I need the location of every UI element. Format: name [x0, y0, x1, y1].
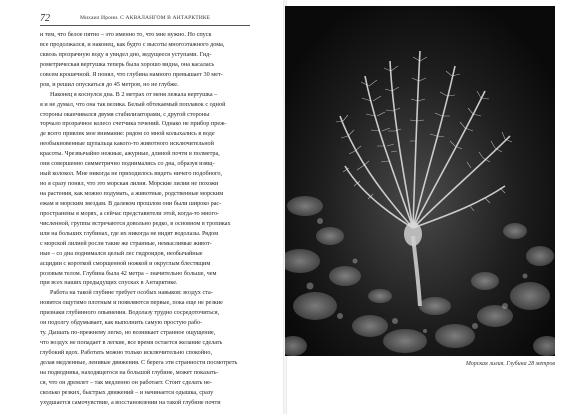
text-line: численной, группы встречаются довольно редко, в основном в тропиках	[40, 219, 231, 227]
sea-lily-illustration	[285, 6, 555, 356]
photo-caption: Морская лилия. Глубина 28 метров	[465, 361, 555, 367]
right-page	[285, 0, 570, 414]
text-line: я и не думал, что она так велика. Белый обтекаемый поплавок с одной	[40, 100, 226, 108]
text-line: с морской лилией росли такие же странные, немыслимые живот-	[40, 239, 212, 247]
text-line: все продолжался, и наконец, как будто с высоты многоэтажного дома,	[40, 40, 225, 48]
text-line: торчало прозрачное колесо счетчика течений. Однако не прибор преж-	[40, 120, 227, 128]
text-line: ту. Дышать по-прежнему легко, но возникает странное ощущение,	[40, 329, 216, 337]
text-line: рометрическая вертушка теперь была хорошо видна, она касалась	[40, 60, 215, 68]
text-line: или на больших глубинах, где их никогда не видят водолазы. Рядом	[40, 229, 219, 237]
text-line: глубокий вдох. Работать можно только исключительно спокойно,	[40, 349, 212, 356]
header-rule	[40, 25, 250, 26]
text-line: сколько резких, быстрых движений – и начинается одышка, сразу	[40, 388, 214, 396]
text-line: и тем, что белое пятно – это именно то, что мне нужно. Но спуск	[40, 31, 212, 38]
body-text	[40, 30, 250, 408]
text-line: стороны оканчивался двумя стабилизаторами, с другой стороны	[40, 110, 210, 118]
text-line: они совершенно симметрично поднимались со дна, образуя изящ-	[40, 160, 215, 168]
text-line: розовым телом. Глубина была 42 метра – значительно больше, чем	[40, 269, 217, 277]
text-line: на подводника, находящегося на большой глубине, может показать-	[40, 368, 219, 376]
text-line: ные – со дна поднимался целый лес гидроидов, необычайные	[40, 249, 203, 257]
text-line: ный колокол. Мне никогда не приходилось видеть ничего подобного,	[40, 170, 223, 178]
text-line: ров, и решил опускаться до 45 метров, но не глубже.	[40, 80, 179, 88]
text-line: но я сразу понял, что это морская лилия. Морские лилии не похожи	[40, 180, 219, 188]
text-line: ухудшается самочувствие, а восстановлении на такой глубине почти	[40, 398, 221, 406]
text-line: ежам и морским звездам. В далеком прошлом они были широко рас-	[40, 199, 222, 207]
text-line: асцидии с короткой сморщенной ножкой и округлым блестящим	[40, 259, 211, 267]
text-line: Работа на такой глубине требует особых навыков: воздух ста-	[50, 289, 213, 297]
text-line: при всех наших предыдущих спусках в Антарктике.	[40, 279, 178, 287]
text-line: на растения, как можно подумать, а животные, родственные морским	[40, 190, 224, 197]
sea-lily-photo	[285, 6, 555, 356]
text-line: совсем крошечной. Я понял, что глубина намного превышает 30 мет-	[40, 70, 223, 78]
page-number: 72	[40, 13, 50, 24]
text-line: что воздух не попадает в легкие, все время остается желание сделать	[40, 339, 223, 347]
running-head: Михаил Ирони. С АКВАЛАНГОМ В АНТАРКТИКЕ	[80, 15, 211, 21]
text-line: новится ощутимо плотным и появляются первые, пока еще не резкие	[40, 299, 223, 307]
text-line: Наконец я коснулся дна. В 2 метрах от меня лежала вертушка –	[50, 90, 218, 98]
text-line: красоты. Чрезвычайно нежные, ажурные, длиной почти в полметра,	[40, 150, 220, 158]
text-line: де всего привлек мое внимание: рядом со мной колыхались в воде	[40, 130, 215, 138]
text-line: сквозь прозрачную воду я увидел дно, ведущееся уступами. Гид-	[40, 50, 212, 58]
text-line: пространены в морях, а сейчас представители этой, когда-то много-	[40, 209, 220, 217]
text-line: делая медленные, ленивые движения. С берега эти странности посмотреть	[40, 358, 238, 366]
text-line: признаки глубинного опьянения. Водолазу трудно сосредоточиться,	[40, 309, 220, 317]
text-line: ся, что он дремлет – так медленно он работает. Стоит сделать не-	[40, 378, 212, 386]
text-line: необыкновенные щупальца какого-то животного исключительной	[40, 140, 214, 148]
text-line: он подолгу обдумывает, как выполнить самую простую рабо-	[40, 319, 203, 327]
